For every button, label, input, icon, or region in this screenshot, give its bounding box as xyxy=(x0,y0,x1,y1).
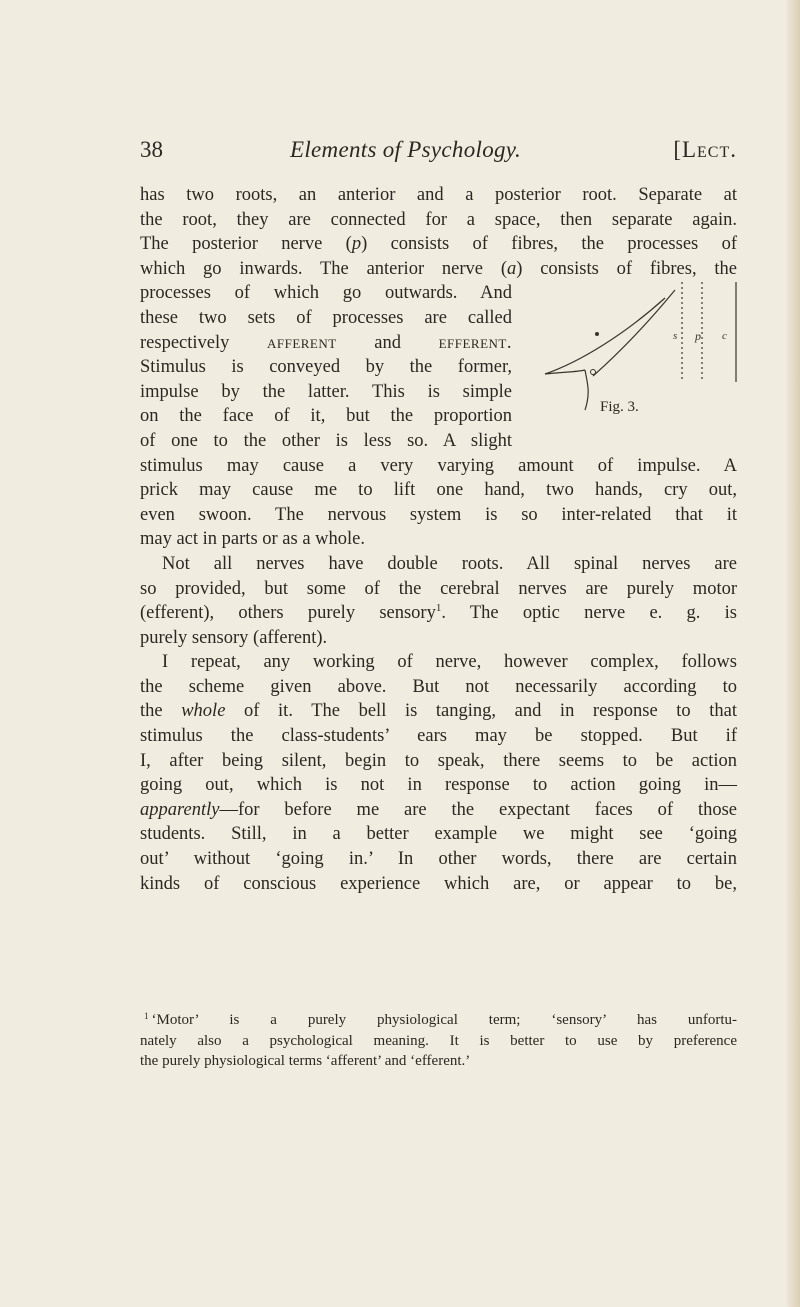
posterior-root xyxy=(545,298,665,374)
text-line: the root, they are connected for a space, then separate again. xyxy=(140,209,737,230)
text-line: prick may cause me to lift one hand, two hands, cry out, xyxy=(140,480,737,501)
ganglion-dot xyxy=(595,332,599,336)
text-line: kinds of conscious experience which are, or appear to be, xyxy=(140,873,737,894)
section-label: [Lect. xyxy=(673,137,737,162)
page-header xyxy=(140,137,737,167)
footnote-marker: 1 xyxy=(144,1011,149,1021)
text-line: going out, which is not in response to action going in— xyxy=(140,775,737,796)
text-line: impulse by the latter. This is simple xyxy=(140,381,512,402)
text-line: purely sensory (afferent). xyxy=(140,627,328,648)
text-line: even swoon. The nervous system is so inter-related that it xyxy=(140,504,737,525)
text-line: processes of which go outwards. And xyxy=(140,283,512,304)
text-line: the whole of it. The bell is tanging, and in response to that xyxy=(140,701,737,722)
figure-caption: Fig. 3. xyxy=(600,399,639,415)
text-line: these two sets of processes are called xyxy=(140,307,512,328)
text-line: out’ without ‘going in.’ In other words, there are certain xyxy=(140,849,737,870)
text-line: students. Still, in a better example we might see ‘going xyxy=(140,824,737,845)
text-line: respectively afferent and efferent. xyxy=(140,332,513,353)
figure-label-s: s xyxy=(673,330,678,342)
footnote-line: nately also a psychological meaning. It is better to use by preference xyxy=(140,1032,737,1049)
text-line: (efferent), others purely sensory$^1$. The optic nerve e. g. is xyxy=(140,601,737,624)
posterior-root-inner xyxy=(593,290,678,376)
text-line: the scheme given above. But not necessarily according to xyxy=(140,676,737,697)
anterior-dot xyxy=(591,370,596,375)
text-line: Not all nerves have double roots. All spinal nerves are xyxy=(162,553,737,574)
text-line: The posterior nerve (p) consists of fibres, the processes of xyxy=(140,234,737,255)
footnote-ref: 1 xyxy=(435,601,442,614)
footnote xyxy=(140,1006,737,1072)
text-line: apparently—for before me are the expectant faces of those xyxy=(140,799,737,820)
text-line: Stimulus is conveyed by the former, xyxy=(140,357,512,378)
figure-label-p: p xyxy=(695,329,701,343)
text-line: so provided, but some of the cerebral nerves are purely motor xyxy=(140,578,737,599)
text-line: stimulus the class-students’ ears may be stopped. But if xyxy=(140,726,737,747)
text-line: has two roots, an anterior and a posterior root. Separate at xyxy=(140,185,737,205)
text-line: I, after being silent, begin to speak, there seems to be action xyxy=(140,750,737,771)
running-title: Elements of Psychology. xyxy=(290,137,522,162)
page-edge xyxy=(786,0,800,1307)
text-line: stimulus may cause a very varying amount of impulse. A xyxy=(140,455,737,476)
text-line: on the face of it, but the proportion xyxy=(140,406,512,427)
footnote-line: the purely physiological terms ‘afferent’ and ‘efferent.’ xyxy=(140,1053,471,1069)
text-line: which go inwards. The anterior nerve (a) consists of fibres, the xyxy=(140,258,737,279)
page-number: 38 xyxy=(140,137,163,162)
text-line: I repeat, any working of nerve, however complex, follows xyxy=(162,652,737,673)
text-line: may act in parts or as a whole. xyxy=(140,529,366,550)
figure-label-c: c xyxy=(722,330,727,342)
text-line: of one to the other is less so. A slight xyxy=(140,430,512,451)
footnote-line: $^1$ ‘Motor’ is a purely physiological term; ‘sensory’ has unfortu- xyxy=(144,1011,737,1028)
nerve-trunk xyxy=(585,370,588,410)
